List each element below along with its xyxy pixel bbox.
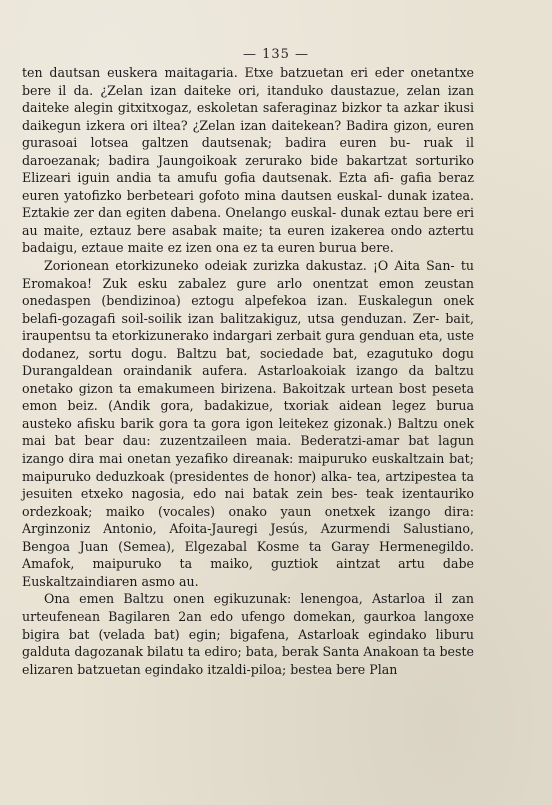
text-line: Zorionean etorkizuneko odeiak zurizka dakustaz. ¡O Aita San- (44, 258, 455, 274)
text-line: dunak izatea. Eztakie zer dan egiten dabena. Onelango euskal- (22, 187, 474, 221)
text-line: sorturiko Elizeari iguin andia ta amufu gofia dautsenak. Ezta afi- (22, 152, 474, 186)
text-line: dabe Euskaltzaindiaren asmo au. (22, 556, 474, 589)
text-line: izakerea ondo aztertu badaigu, eztaue maite ez izen ona ez ta (22, 222, 474, 256)
text-line: Salustiano, Bengoa Juan (Semea), Elgezabal Kosme ta Garay (22, 521, 474, 554)
text-line: euskaltzain bat; maipuruko deduzkoak (presidentes de honor) alka- (22, 451, 474, 484)
text-line: belafi-gozagafi soil-soilik izan balitzakiguz, utsa genduzan. Zer- (22, 310, 440, 326)
body-text (22, 64, 474, 678)
text-line: euren burua bere. (277, 240, 394, 256)
text-line: dunak eztau bere eri au maite, eztauz bere asabak maite; ta euren (22, 205, 474, 238)
text-line: Hermenegildo. Amafok, maipuruko ta maiko, guztiok aintzat artu (22, 538, 474, 572)
text-line: tea, artzipestea ta jesuiten etxeko nagosia, edo nai batak zein bes- (22, 468, 474, 502)
text-line: bait, iraupentsu ta etorkizunerako indargari zerbait gura genduan (22, 310, 474, 344)
text-line: galduta dagozanak bilatu ta ediro; bata, berak Santa Anakoan ta (22, 644, 436, 660)
text-line: beste elizaren batzuetan egindako itzaldi-piloa; bestea bere Plan (22, 644, 474, 677)
page-number: — 135 — (242, 47, 310, 62)
text-line: izango dira: Arginzoniz Antonio, Afoita-Jauregi Jesús, Azurmendi (22, 503, 474, 537)
paragraph-2 (22, 257, 474, 590)
text-line: ruak il daroezanak; badira Jaungoikoak zerurako bide bakartzat (22, 135, 474, 168)
text-line: Baltzu onek mai bat bear dau: zuzentzaileen maia. Bederatzi-amar (22, 415, 475, 449)
text-line: gizon, euren gurasoai lotsea galtzen dautsenak; badira euren bu- (22, 117, 474, 151)
text-line: onedaspen (bendizinoa) eztogu alpefekoa izan. Euskalegun onek (22, 293, 474, 309)
text-line: peseta emon beiz. (Andik gora, badakizue, txoriak aidean legez (22, 380, 474, 414)
text-line: daiteke alegin gitxitxogaz, eskoletan saferaginaz bizkor ta azkar (22, 100, 439, 116)
paragraph-1 (22, 64, 474, 257)
text-line: bere il da. ¿Zelan izan daiteke ori, itanduko daustazue, zelan izan (22, 82, 474, 98)
text-line: gafia beraz euren yatofizko berbeteari gofoto mina dautsen euskal- (22, 170, 474, 203)
text-line: urteufenean Bagilaren 2an edo ufengo domekan, gaurkoa langoxe (22, 608, 474, 624)
text-line: tu Eromakoa! Zuk esku zabalez gure arlo onentzat emon zeustan (22, 258, 474, 291)
text-line: dogu Durangaldean oraindanik aufera. Astarloakoiak izango da (22, 345, 474, 379)
text-line: ten dautsan euskera maitagaria. Etxe batzuetan eri eder onetantxe (22, 65, 474, 80)
text-line: teak izentauriko ordezkoak; maiko (vocales) onako yaun onetxek (22, 486, 474, 519)
text-line: bigira bat (velada bat) egin; bigafena, Astarloak egindako liburu (22, 626, 474, 642)
text-line: Ona emen Baltzu onen egikuzunak: lenengoa, Astarloa il zan (44, 591, 474, 607)
text-line: burua austeko afisku barik gora ta gora igon leitekez gizonak.) (22, 398, 474, 431)
text-line: eta, uste dodanez, sortu dogu. Baltzu bat, sociedade bat, ezagutuko (22, 328, 474, 361)
text-line: bat lagun izango dira mai onetan yezafiko direanak: maipuruko (22, 433, 474, 467)
text-line: baltzu onetako gizon ta emakumeen birizena. Bakoitzak urtean bost (22, 363, 474, 396)
paragraph-3 (22, 590, 474, 678)
text-line: ikusi daikegun izkera ori iltea? ¿Zelan izan daitekean? Badira (22, 100, 474, 133)
